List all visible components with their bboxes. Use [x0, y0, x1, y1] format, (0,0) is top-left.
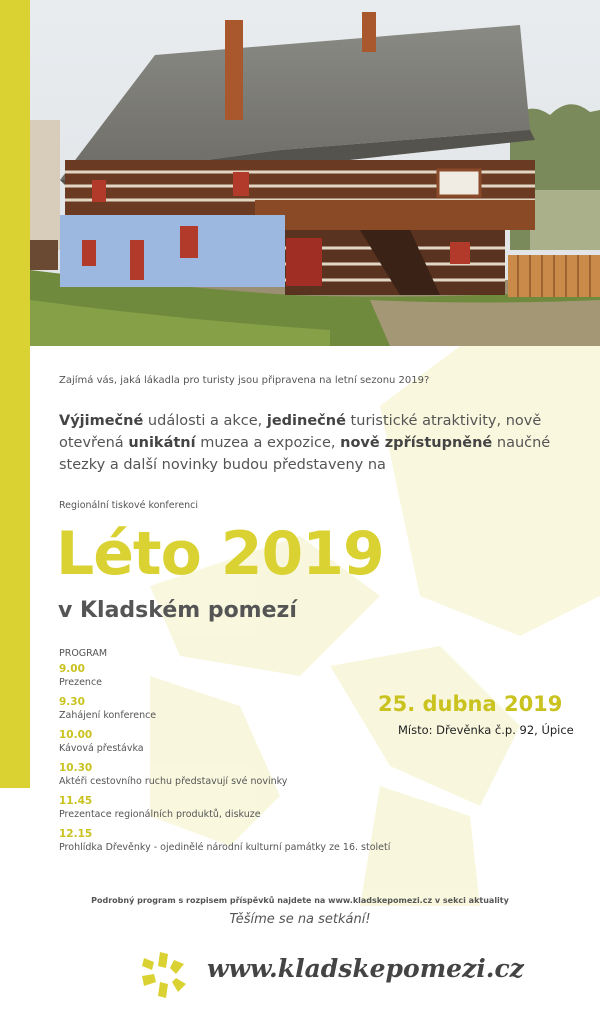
headline-lead: Regionální tiskové konferenci — [59, 500, 199, 511]
intro-question: Zajímá vás, jaká lákadla pro turisty jsou připravena na letní sezonu 2019? — [59, 375, 430, 386]
program-text: Prohlídka Dřevěnky - ojedinělé národní kulturní památky ze 16. století — [59, 842, 391, 853]
program-item — [59, 695, 399, 722]
program-time: 10.00 — [59, 729, 93, 741]
intro-text: události a akce, — [143, 413, 267, 429]
star-logo-icon — [138, 950, 188, 1000]
program-item — [59, 827, 399, 854]
program-text: Prezence — [59, 677, 103, 688]
program-time: 11.45 — [59, 795, 93, 807]
footer-note: Podrobný program s rozpisem příspěvků najdete na www.kladskepomezi.cz v sekci aktuality — [91, 896, 509, 905]
program-item — [59, 662, 399, 689]
page-title: Léto 2019 — [56, 519, 384, 589]
website-link[interactable]: www.kladskepomezi.cz — [207, 954, 524, 983]
program-time: 10.30 — [59, 762, 93, 774]
intro-emphasis: unikátní — [128, 435, 196, 451]
program-item — [59, 728, 399, 755]
intro-text: turistické atraktivity, nově otevřená — [59, 413, 542, 451]
program-text: Aktéři cestovního ruchu představují své novinky — [59, 776, 288, 787]
event-date: 25. dubna 2019 — [378, 692, 563, 716]
program-item — [59, 794, 399, 821]
footer-greeting: Těšíme se na setkání! — [229, 912, 371, 927]
program-text: Kávová přestávka — [59, 743, 144, 754]
program-time: 9.30 — [59, 696, 85, 708]
program-item — [59, 761, 399, 788]
event-place: Místo: Dřevěnka č.p. 92, Úpice — [398, 723, 574, 737]
program-time: 12.15 — [59, 828, 93, 840]
intro-emphasis: jedinečné — [266, 413, 346, 429]
program-heading: PROGRAM — [59, 648, 108, 659]
page-subtitle: v Kladském pomezí — [58, 598, 297, 623]
intro-text: naučné stezky a další novinky budou představeny na — [59, 435, 551, 473]
program-time: 9.00 — [59, 663, 85, 675]
intro-emphasis: Výjimečné — [59, 413, 144, 429]
program-text: Prezentace regionálních produktů, diskuze — [59, 809, 261, 820]
program-text: Zahájení konference — [59, 710, 157, 721]
intro-paragraph — [59, 410, 559, 476]
intro-text: muzea a expozice, — [195, 435, 341, 451]
program-list — [59, 648, 399, 860]
intro-emphasis: nově zpřístupněné — [340, 435, 493, 451]
